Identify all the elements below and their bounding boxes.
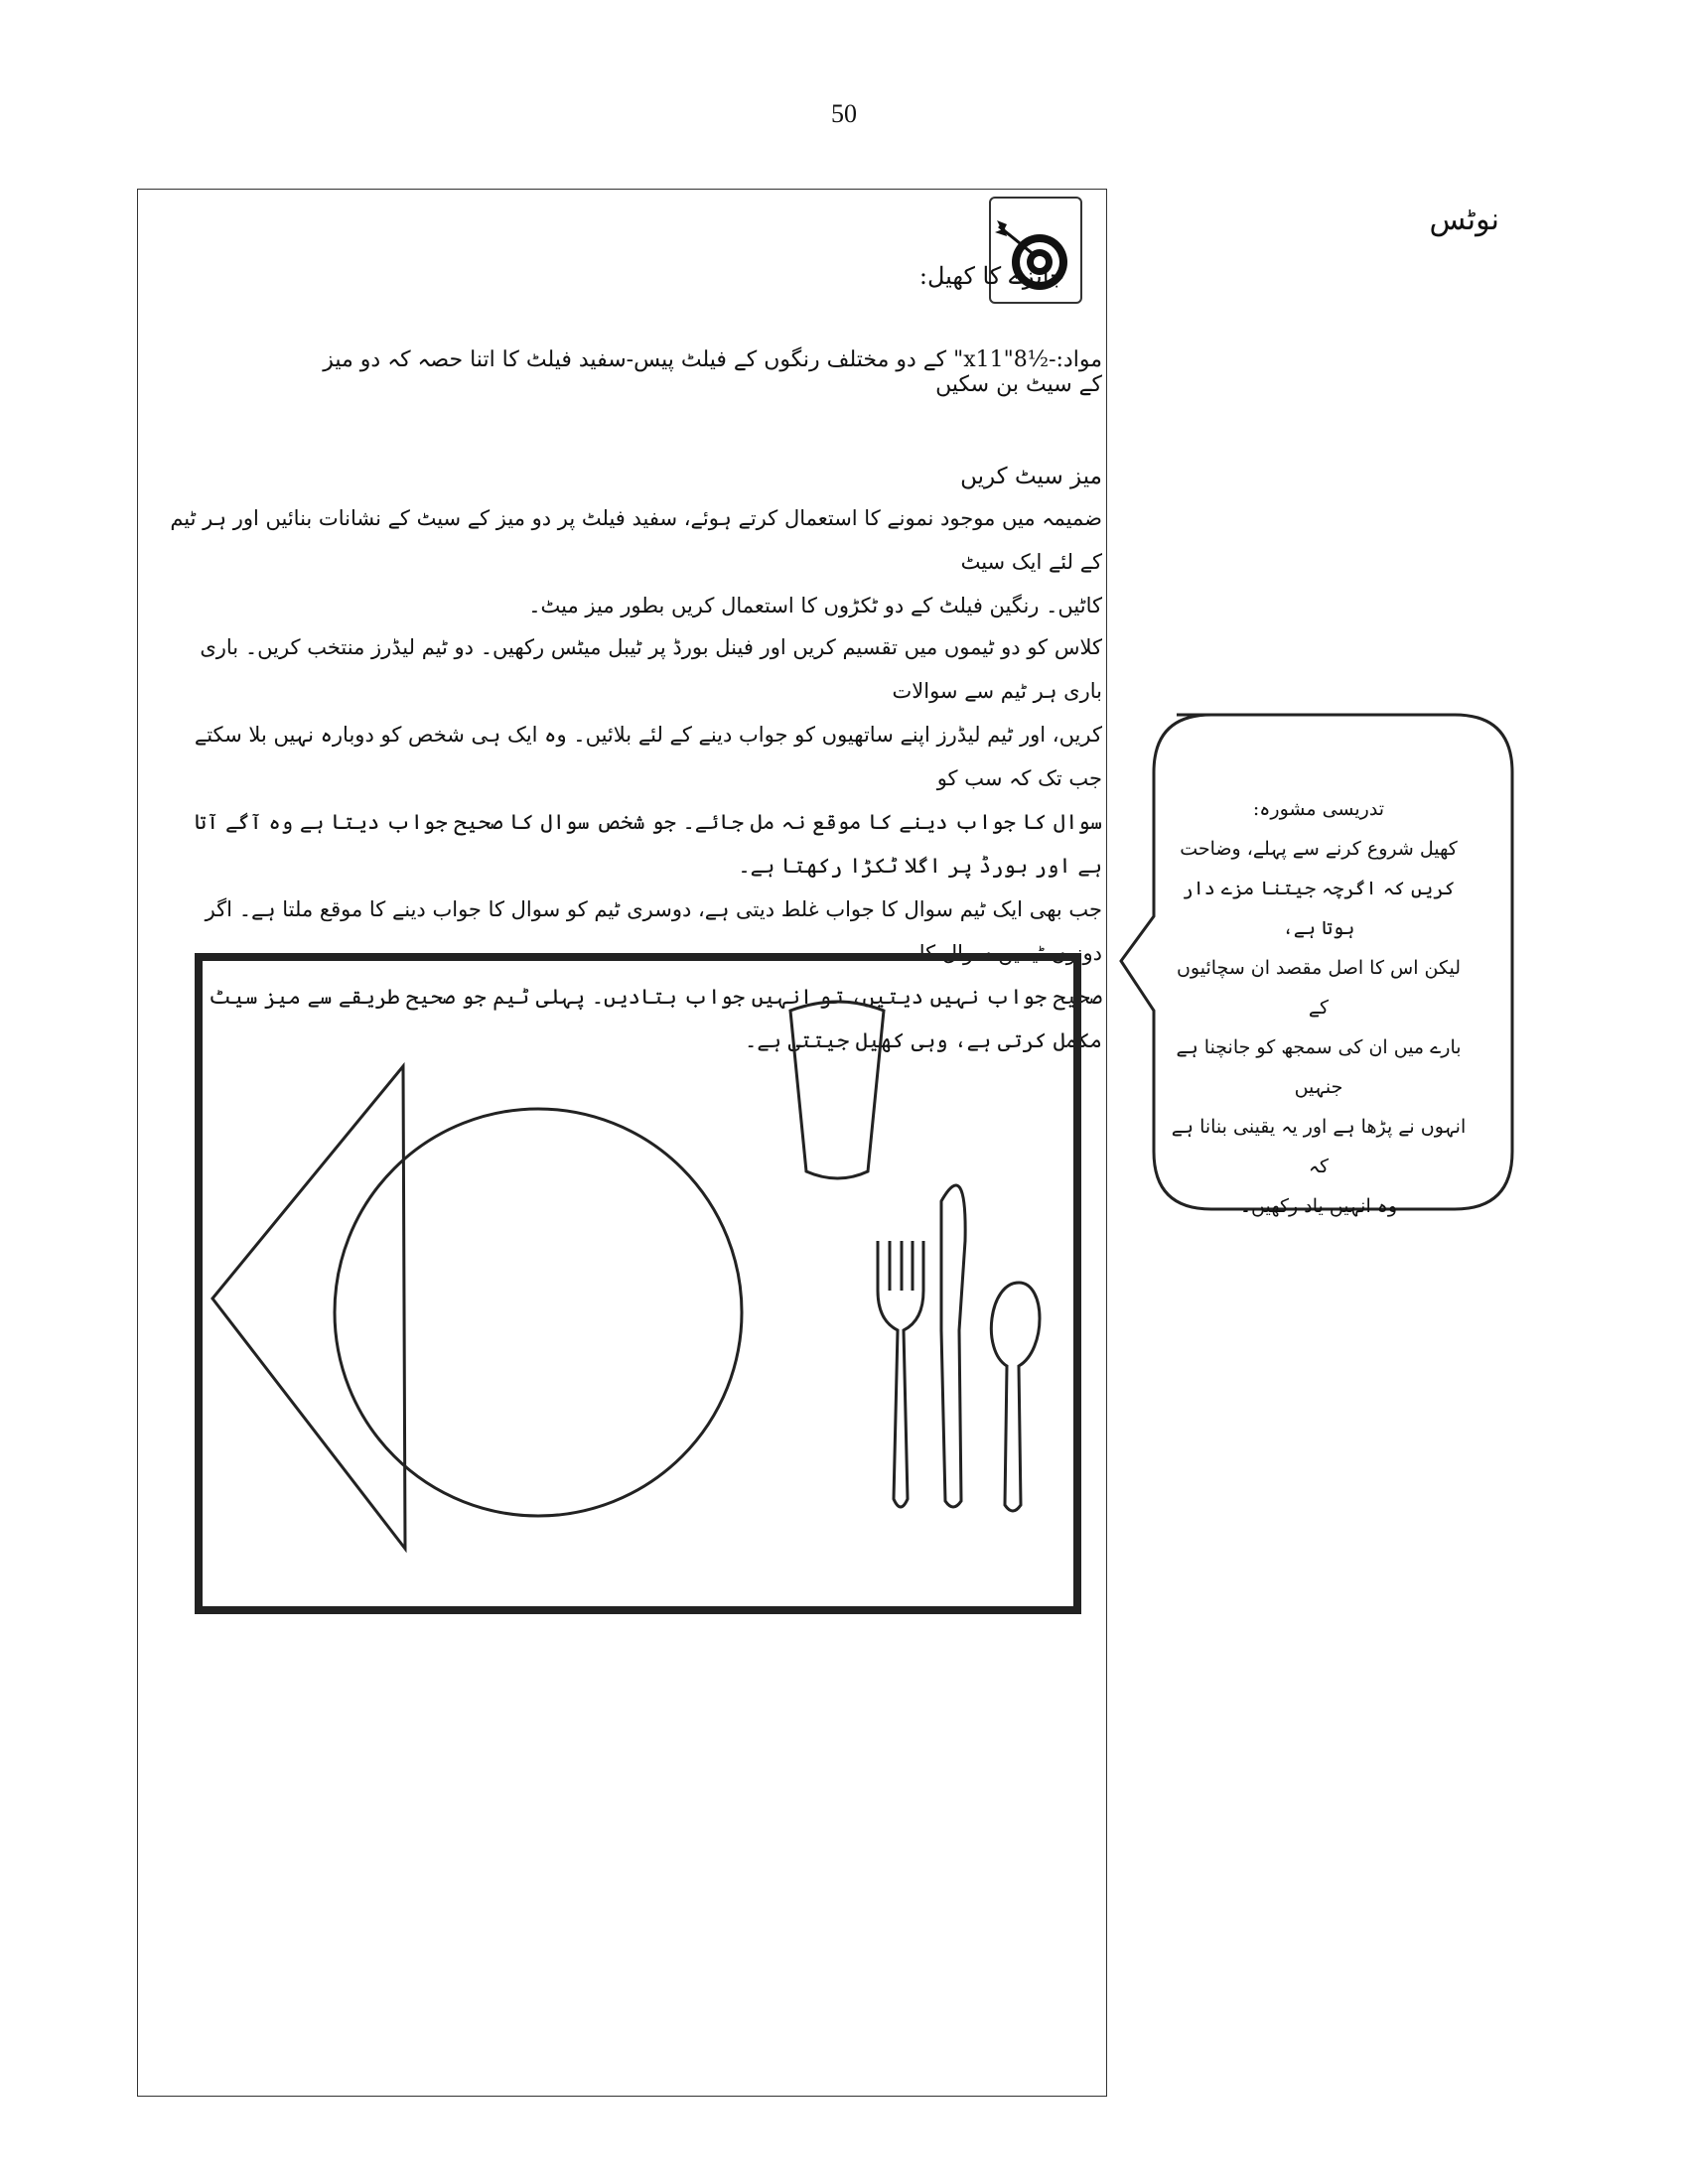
- page-number: 50: [831, 99, 857, 128]
- paragraph-line: کاٹیں۔ رنگین فیلٹ کے دو ٹکڑوں کا استعمال کریں بطور میز میٹ۔: [528, 594, 1102, 617]
- tip-line: انہوں نے پڑھا ہے اور یہ یقینی بنانا ہے کہ: [1171, 1116, 1467, 1177]
- materials-line: مواد:-½8"x11" کے دو مختلف رنگوں کے فیلٹ پیس-سفید فیلٹ کا اتنا حصہ کہ دو میز کے سیٹ بن سکیں: [323, 347, 1102, 397]
- napkin: [212, 1066, 405, 1549]
- paragraph-line: صحیح جواب نہیں دیتیں، تو انہیں جواب بتادیں۔ پہلی ٹیم جو صحیح طریقے سے میز سیٹ مکمل کرتی ہے، وہی کھیل جیتتی ہے۔: [209, 985, 1102, 1052]
- placemat: [199, 957, 1077, 1610]
- plate: [335, 1109, 742, 1516]
- knife: [941, 1185, 965, 1507]
- tip-line: بارے میں ان کی سمجھ کو جانچنا ہے جنہیں: [1176, 1036, 1462, 1098]
- tip-line: کھیل شروع کرنے سے پہلے، وضاحت: [1180, 838, 1458, 860]
- paragraph-line: ضمیمہ میں موجود نمونے کا استعمال کرتے ہوئے، سفید فیلٹ پر دو میز کے سیٹ کے نشانات بنائیں اور ہر ٹیم کے لئے ایک سیٹ: [170, 506, 1102, 574]
- fork: [878, 1241, 923, 1507]
- paragraph-1: [169, 496, 1102, 627]
- cup: [790, 1002, 884, 1178]
- section-title: میز سیٹ کریں: [960, 464, 1102, 489]
- tip-line: لیکن اس کا اصل مقصد ان سچائیوں کے: [1176, 957, 1462, 1019]
- tip-line: وہ انہیں یاد رکھیں۔: [1239, 1195, 1398, 1217]
- paragraph-line: کلاس کو دو ٹیموں میں تقسیم کریں اور فینل بورڈ پر ٹیبل میٹس رکھیں۔ دو ٹیم لیڈرز منتخب کریں۔ باری باری ہر ٹیم سے سوالات: [200, 635, 1102, 703]
- notes-heading: نوٹس: [1429, 203, 1499, 237]
- tip-line: کریں کہ اگرچہ جیتنا مزے دار ہوتا ہے،: [1182, 878, 1456, 939]
- teaching-tip: [1170, 789, 1468, 1226]
- tip-heading: تدریسی مشورہ:: [1252, 798, 1385, 820]
- paragraph-line: سوال کا جواب دینے کا موقع نہ مل جائے۔ جو شخص سوال کا صحیح جواب دیتا ہے وہ آگے آتا ہے اور بورڈ پر اگلا ٹکڑا رکھتا ہے۔: [194, 810, 1102, 878]
- paragraph-line: کریں، اور ٹیم لیڈرز اپنے ساتھیوں کو جواب دینے کے لئے بلائیں۔ وہ ایک ہی شخص کو دوبارہ نہیں بلا سکتے جب تک کہ سب کو: [194, 723, 1102, 790]
- spoon: [991, 1283, 1040, 1511]
- paragraph-line: جب بھی ایک ٹیم سوال کا جواب غلط دیتی ہے، دوسری ٹیم کو سوال کا جواب دینے کا موقع ملتا ہے۔ اگر دونوں ٹیمیں سوال کا: [205, 897, 1102, 965]
- table-setting-illustration: [195, 953, 1081, 1614]
- activity-title: جائزے کا کھیل:: [918, 262, 1064, 290]
